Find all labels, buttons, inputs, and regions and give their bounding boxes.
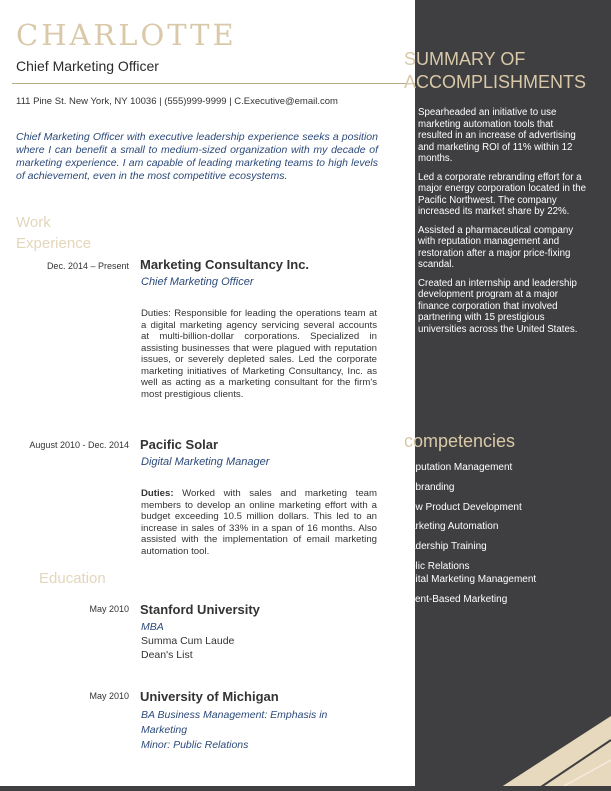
summary-heading [404,48,586,94]
school-1-date: May 2010 [89,604,129,614]
competency-item: ebranding [410,481,455,493]
accomplishments-list [418,107,590,342]
job-2-duties [141,488,377,557]
job-2-duties-text: Worked with sales and marketing team members to develop an online marketing effort with a budget exceeding 10.5 million dollars. This led to an increase in sales of 33% in a span of 16 months. Also assisted with the implementation of email marketing automation tool. [141,488,377,557]
school-1-honor: Summa Cum Laude [141,635,235,647]
competency-item: adership Training [410,541,487,553]
school-2-degree-cont: Marketing [141,724,188,736]
candidate-title: Chief Marketing Officer [16,58,159,74]
accomplishment-item: Spearheaded an initiative to use marketing automation tools that resulted in an increase of advertising and marketing ROI of 11% within 12 months. [418,107,576,164]
job-1-role: Chief Marketing Officer [141,276,254,288]
competency-item: blic Relations [410,560,470,572]
header-divider [12,83,415,84]
competency-item: ew Product Development [410,501,522,513]
work-heading-line2: Experience [16,235,92,252]
job-1-dates: Dec. 2014 – Present [46,261,129,271]
school-2-degree: BA Business Management: Emphasis in [141,709,328,721]
summary-heading-line2: ACCOMPLISHMENTS [404,72,587,92]
school-1-name: Stanford University [140,602,260,617]
accomplishment-item: Led a corporate rebranding effort for a major energy corporation located in the Pacific Northwest. The company increased its market share by 22%. [418,171,587,217]
competencies-list [410,462,600,614]
contact-info: 111 Pine St. New York, NY 10036 | (555)999-9999 | C.Executive@email.com [16,96,338,107]
job-2-dates: August 2010 - Dec. 2014 [29,440,129,450]
competency-item: vent-Based Marketing [410,593,508,605]
school-2-name: University of Michigan [140,689,279,704]
work-heading-line1: Work [16,214,51,231]
objective-statement: Chief Marketing Officer with executive leadership experience seeks a position where I can benefit a small to medium-sized organization with my decade of marketing experience. I am capable of leading marketing teams to high levels of achievement, even in the most competitive ecosystems. [16,131,378,182]
competency-item: gital Marketing Management [410,573,537,585]
competencies-heading: competencies [404,431,516,451]
job-1-company: Marketing Consultancy Inc. [140,257,310,272]
candidate-name: CHARLOTTE [16,18,237,52]
job-2-duties-label: Duties: [141,488,174,499]
accomplishment-item: Created an internship and leadership development program at a major finance corporation that involved partnering with 15 prestigious universities across the United States. [418,277,578,335]
bottom-bar [0,786,611,791]
job-1-duties: Duties: Responsible for leading the operations team at a digital marketing agency servicing several accounts at multi-billion-dollar corporations. Specialized in assisting businesses that were plagued with reputation issues, or severely depleted sales. Led the corporate marketing initiatives of Marketing Consultancy, Inc. as well as acting as a marketing consultant for the firm's most prestigious clients. [141,308,377,400]
job-2-company: Pacific Solar [140,437,219,452]
work-experience-heading [16,212,136,254]
school-2-date: May 2010 [89,691,129,701]
school-2-minor: Minor: Public Relations [141,739,249,751]
school-1-honor-2: Dean's List [141,649,193,661]
summary-heading-line1: SUMMARY OF [404,49,526,69]
competency-item: eputation Management [410,462,513,473]
competency-item: arketing Automation [410,521,499,533]
job-2-role: Digital Marketing Manager [141,456,270,468]
school-1-degree: MBA [141,621,164,633]
accomplishment-item: Assisted a pharmaceutical company with reputation management and restoration after a major price-fixing scandal. [418,224,574,270]
education-heading: Education [39,570,106,587]
